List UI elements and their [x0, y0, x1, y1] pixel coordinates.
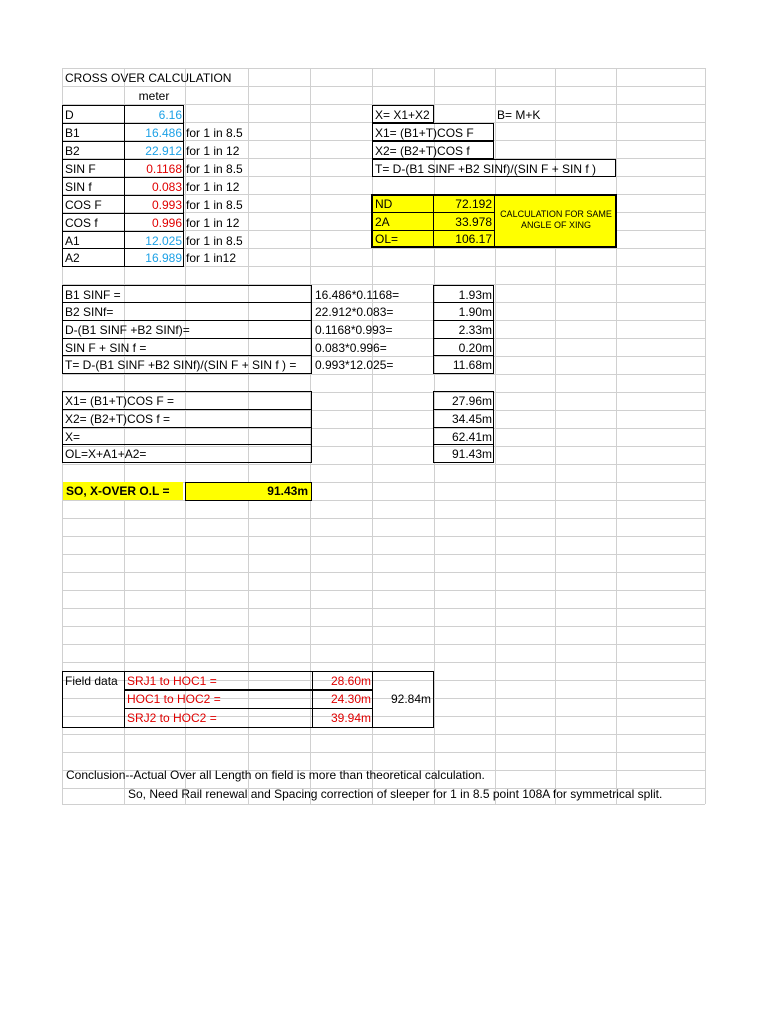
calc1-result[interactable]: 1.93m — [458, 288, 492, 302]
grid-row-line — [62, 572, 705, 573]
param-value[interactable]: 6.16 — [158, 108, 182, 122]
param-name[interactable]: COS F — [65, 198, 102, 212]
calc1-result[interactable]: 2.33m — [458, 323, 492, 337]
field-total[interactable]: 92.84m — [390, 692, 431, 706]
field-row-value[interactable]: 28.60m — [330, 674, 371, 688]
xover-value[interactable]: 91.43m — [267, 484, 308, 498]
param-value[interactable]: 12.025 — [145, 234, 182, 248]
param-value[interactable]: 22.912 — [145, 144, 182, 158]
field-row-value[interactable]: 39.94m — [330, 711, 371, 725]
grid-row-line — [62, 536, 705, 537]
summary-2a-value[interactable]: 33.978 — [455, 215, 492, 229]
grid-col-line — [616, 68, 617, 804]
calc1-result[interactable]: 11.68m — [452, 358, 492, 372]
calc1-label[interactable]: B1 SINF = — [65, 288, 121, 302]
field-row-label[interactable]: HOC1 to HOC2 = — [127, 692, 221, 706]
param-value[interactable]: 16.486 — [145, 126, 182, 140]
param-name[interactable]: A2 — [65, 251, 80, 265]
param-note[interactable]: for 1 in 8.5 — [186, 126, 243, 140]
grid-row-line — [62, 644, 705, 645]
param-note[interactable]: for 1 in 8.5 — [186, 198, 243, 212]
calc1-label[interactable]: T= D-(B1 SINF +B2 SINf)/(SIN F + SIN f ) = — [65, 358, 297, 372]
formula-b[interactable]: B= M+K — [497, 108, 541, 122]
grid-row-line — [62, 662, 705, 663]
calc1-result[interactable]: 1.90m — [458, 305, 492, 319]
param-value[interactable]: 16.989 — [145, 251, 182, 265]
param-name[interactable]: B2 — [65, 144, 80, 158]
grid-row-line — [62, 804, 705, 805]
param-name[interactable]: B1 — [65, 126, 80, 140]
summary-ol-label[interactable]: OL= — [375, 232, 399, 246]
calc2-result[interactable]: 27.96m — [451, 394, 492, 408]
field-row-label[interactable]: SRJ2 to HOC2 = — [127, 711, 217, 725]
calc2-label[interactable]: OL=X+A1+A2= — [65, 447, 147, 461]
grid-col-line — [495, 68, 496, 804]
grid-row-line — [62, 500, 705, 501]
summary-2a-label[interactable]: 2A — [375, 215, 390, 229]
grid-row-line — [62, 464, 705, 465]
grid-col-line — [705, 68, 706, 804]
grid-row-line — [62, 608, 705, 609]
calc2-result[interactable]: 91.43m — [451, 447, 492, 461]
calc1-expr[interactable]: 22.912*0.083= — [315, 305, 394, 319]
calc2-label[interactable]: X2= (B2+T)COS f = — [65, 412, 171, 426]
calc1-label[interactable]: D-(B1 SINF +B2 SINf)= — [65, 323, 190, 337]
param-value[interactable]: 0.083 — [151, 180, 182, 194]
grid-row-line — [62, 590, 705, 591]
calc2-label[interactable]: X= — [65, 430, 81, 444]
grid-row-line — [62, 554, 705, 555]
calc2-label[interactable]: X1= (B1+T)COS F = — [65, 394, 175, 408]
xover-label[interactable]: SO, X-OVER O.L = — [66, 484, 170, 498]
param-name[interactable]: D — [65, 108, 74, 122]
param-name[interactable]: SIN f — [65, 180, 92, 194]
param-value[interactable]: 0.993 — [151, 198, 182, 212]
param-note[interactable]: for 1 in12 — [186, 251, 237, 265]
calc1-expr[interactable]: 16.486*0.1168= — [315, 288, 400, 302]
conclusion-line-1[interactable]: Conclusion--Actual Over all Length on field is more than theoretical calculation. — [66, 768, 485, 782]
summary-note[interactable]: CALCULATION FOR SAME ANGLE OF XING — [500, 209, 612, 230]
param-note[interactable]: for 1 in 12 — [186, 180, 240, 194]
param-name[interactable]: A1 — [65, 234, 80, 248]
param-note[interactable]: for 1 in 12 — [186, 216, 240, 230]
summary-divider-2 — [494, 195, 495, 247]
calc1-expr[interactable]: 0.083*0.996= — [315, 341, 387, 355]
param-note[interactable] — [184, 106, 188, 124]
calc1-result[interactable]: 0.20m — [458, 341, 492, 355]
param-value[interactable]: 0.996 — [151, 216, 182, 230]
calc2-result[interactable]: 62.41m — [451, 430, 492, 444]
calc1-expr[interactable]: 0.993*12.025= — [315, 358, 394, 372]
grid-row-line — [62, 752, 705, 753]
conclusion-line-2[interactable]: So, Need Rail renewal and Spacing correction of sleeper for 1 in 8.5 point 108A for symmetrical split. — [128, 787, 663, 801]
grid-row-line — [62, 374, 705, 375]
summary-nd-value[interactable]: 72.192 — [455, 197, 492, 211]
param-value[interactable]: 0.1168 — [146, 162, 182, 176]
sheet-title[interactable]: CROSS OVER CALCULATION — [65, 71, 232, 85]
param-note[interactable]: for 1 in 8.5 — [186, 162, 243, 176]
calc2-result[interactable]: 34.45m — [451, 412, 492, 426]
formula-x1[interactable]: X1= (B1+T)COS F — [375, 126, 474, 140]
summary-ol-value[interactable]: 106.17 — [455, 232, 492, 246]
grid-row-line — [62, 518, 705, 519]
field-row-value[interactable]: 24.30m — [330, 692, 371, 706]
grid-row-line — [62, 626, 705, 627]
param-note[interactable]: for 1 in 8.5 — [186, 234, 243, 248]
grid-row-line — [62, 734, 705, 735]
unit-label[interactable]: meter — [138, 89, 170, 103]
formula-t[interactable]: T= D-(B1 SINF +B2 SINf)/(SIN F + SIN f ) — [375, 162, 597, 176]
param-name[interactable]: SIN F — [65, 162, 96, 176]
summary-nd-label[interactable]: ND — [375, 197, 393, 211]
param-name[interactable]: COS f — [65, 216, 98, 230]
field-row-label[interactable]: SRJ1 to HOC1 = — [127, 674, 217, 688]
calc1-label[interactable]: SIN F + SIN f = — [65, 341, 147, 355]
calc1-expr[interactable]: 0.1168*0.993= — [315, 323, 393, 337]
grid-col-line — [555, 68, 556, 804]
formula-x[interactable]: X= X1+X2 — [375, 108, 430, 122]
field-label[interactable]: Field data — [65, 674, 118, 688]
param-note[interactable]: for 1 in 12 — [186, 144, 240, 158]
formula-x2[interactable]: X2= (B2+T)COS f — [375, 144, 470, 158]
calc1-label[interactable]: B2 SINf= — [65, 305, 114, 319]
